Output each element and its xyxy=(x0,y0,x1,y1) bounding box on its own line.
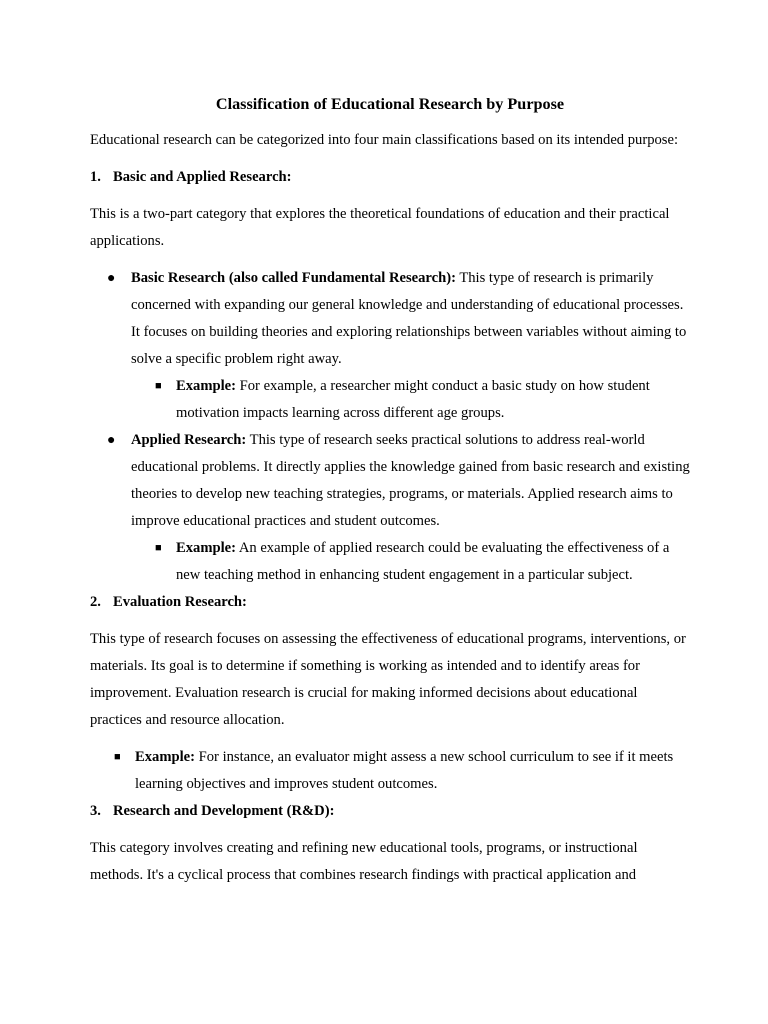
section-paragraph: This category involves creating and refining new educational tools, programs, or instructional methods. It's a cyclical process that combines research findings with practical application and xyxy=(90,840,638,883)
bullet-term: Applied Research: xyxy=(131,432,247,448)
list-item-example xyxy=(155,535,690,589)
section-number: 2. xyxy=(90,594,101,610)
list-item-basic-research xyxy=(107,265,690,427)
bullet-text: This type of research is primarily concerned with expanding our general knowledge and understanding of educational processes. It focuses on building theories and exploring relationships between variables without aiming to solve a specific problem right away. xyxy=(131,270,687,367)
section-heading-text: Research and Development (R&D): xyxy=(113,803,335,819)
example-label: Example: xyxy=(176,540,236,556)
section-paragraph: This type of research focuses on assessing the effectiveness of educational programs, interventions, or materials. Its goal is to determine if something is working as intended and to identify areas for improvement. Evaluation research is crucial for making informed decisions about educational practices and resource allocation. xyxy=(90,631,686,728)
section-heading-rnd xyxy=(90,798,690,825)
example-text: An example of applied research could be evaluating the effectiveness of a new teaching method in enhancing student engagement in a particular subject. xyxy=(176,540,670,583)
section-paragraph: This is a two-part category that explores the theoretical foundations of education and their practical applications. xyxy=(90,206,670,249)
document-body xyxy=(90,92,690,899)
document-title: Classification of Educational Research by Purpose xyxy=(215,95,565,113)
section-number: 1. xyxy=(90,169,101,185)
bullet-text: This type of research seeks practical solutions to address real-world educational problems. It directly applies the knowledge gained from basic research and existing theories to develop new teaching strategies, programs, or materials. Applied research aims to improve educational practices and student outcomes. xyxy=(131,432,690,529)
square-bullet-icon: ■ xyxy=(155,380,162,392)
bullet-list xyxy=(107,265,690,589)
bullet-icon: ● xyxy=(107,271,116,286)
bullet-term: Basic Research (also called Fundamental Research): xyxy=(131,270,456,286)
list-item-example xyxy=(114,744,690,798)
intro-paragraph: Educational research can be categorized into four main classifications based on its intended purpose: xyxy=(90,132,678,148)
list-item-example xyxy=(155,373,690,427)
section-heading-evaluation xyxy=(90,589,690,616)
example-label: Example: xyxy=(176,378,236,394)
section-heading-text: Evaluation Research: xyxy=(113,594,247,610)
section-heading-text: Basic and Applied Research: xyxy=(113,169,292,185)
square-bullet-icon: ■ xyxy=(155,542,162,554)
list-item-applied-research xyxy=(107,427,690,589)
bullet-icon: ● xyxy=(107,433,116,448)
sub-list xyxy=(114,744,690,798)
sub-list xyxy=(155,373,690,427)
square-bullet-icon: ■ xyxy=(114,751,121,763)
example-text: For example, a researcher might conduct a basic study on how student motivation impacts learning across different age groups. xyxy=(176,378,650,421)
example-text: For instance, an evaluator might assess a new school curriculum to see if it meets learning objectives and improves student outcomes. xyxy=(135,749,674,792)
sub-list xyxy=(155,535,690,589)
example-label: Example: xyxy=(135,749,195,765)
section-heading-basic-applied xyxy=(90,164,690,191)
section-number: 3. xyxy=(90,803,101,819)
